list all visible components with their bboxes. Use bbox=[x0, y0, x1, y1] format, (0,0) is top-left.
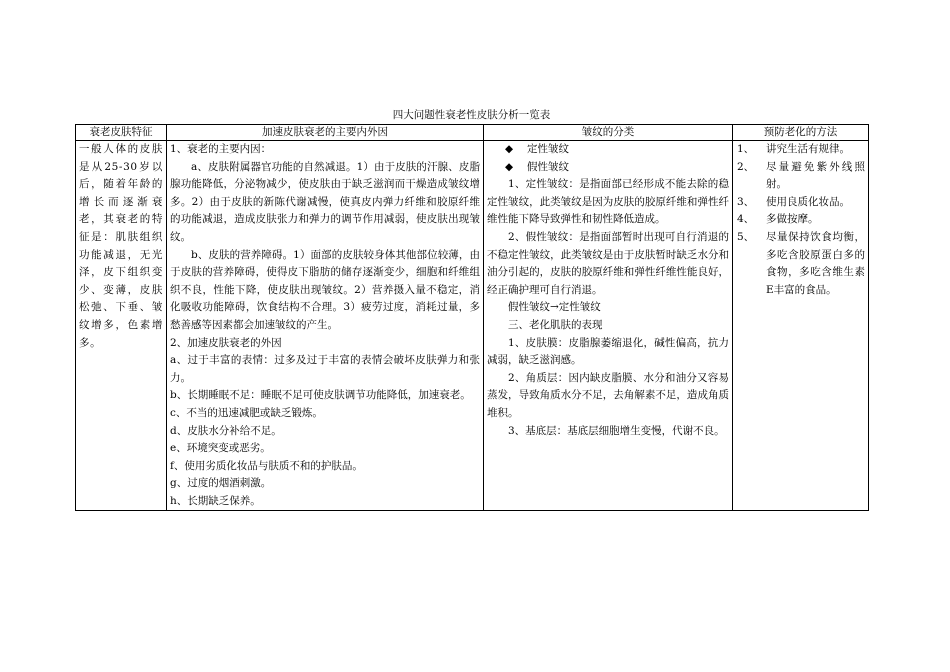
bullet-label: 假性皱纹 bbox=[527, 160, 569, 173]
fixed-wrinkle-desc: 1、定性皱纹：是指面部已经形成不能去除的稳定性皱纹，此类皱纹是因为皮肤的胶原纤维和弹性纤维性能下降导致弹性和韧性降低造成。 bbox=[487, 178, 729, 226]
prevention-item: 3、 使用良质化妆品。 bbox=[737, 195, 850, 208]
external-causes-title: 2、加速皮肤衰老的外因 bbox=[170, 336, 282, 349]
causes-cell bbox=[167, 141, 484, 511]
external-cause-item: a、过于丰富的表情：过多及过于丰富的表情会破坏皮肤弹力和张力。 bbox=[170, 354, 480, 384]
header-prevention: 预防老化的方法 bbox=[733, 125, 869, 141]
prevention-cell bbox=[733, 141, 869, 511]
bullet-label: 定性皱纹 bbox=[527, 143, 569, 155]
characteristics-cell bbox=[76, 141, 167, 511]
bullet-item bbox=[487, 159, 729, 177]
diamond-bullet-icon: ◆ bbox=[505, 160, 514, 173]
external-cause-item: c、不当的迅速减肥或缺乏锻炼。 bbox=[170, 406, 323, 419]
header-causes: 加速皮肤衰老的主要内外因 bbox=[167, 125, 484, 141]
wrinkle-types-cell bbox=[484, 141, 733, 511]
external-cause-item: b、长期睡眠不足：睡眠不足可使皮肤调节功能降低，加速衰老。 bbox=[170, 389, 471, 402]
aging-signs-title: 三、老化肌肤的表现 bbox=[508, 318, 603, 331]
external-cause-item: e、环境突变或恶劣。 bbox=[170, 442, 271, 455]
prevention-item: 5、 尽量保持饮食均衡，多吃含胶原蛋白多的食物，多吃含维生素E丰富的食品。 bbox=[737, 230, 865, 296]
content-row bbox=[76, 141, 869, 511]
external-cause-item: f、使用劣质化妆品与肤质不和的护肤品。 bbox=[170, 459, 363, 472]
internal-cause-b: b、皮肤的营养障碍。1）面部的皮肤较身体其他部位较薄，由于皮肤的营养障碍，使得皮下脂肪的储存逐渐变少，细胞和纤维组织不良，性能下降，使皮肤出现皱纹。2）营养摄入量不稳定，消化吸收功能障碍，饮食结构不合理。3）疲劳过度，消耗过量，多愁善感等因素都会加速皱纹的产生。 bbox=[170, 248, 480, 331]
wrinkle-transition: 假性皱纹→定性皱纹 bbox=[508, 301, 601, 314]
prevention-item: 2、 尽量避免紫外线照射。 bbox=[737, 160, 865, 191]
aging-sign-item: 3、基底层：基底层细胞增生变慢，代谢不良。 bbox=[508, 424, 725, 437]
internal-cause-a: a、皮肤附属器官功能的自然减退。1）由于皮肤的汗腺、皮脂腺功能降低，分泌物减少，使皮肤由于缺乏滋润而干燥造成皱纹增多。2）由于皮肤的新陈代谢减慢，使真皮内弹力纤维和胶原纤维的功能减退，造成皮肤张力和弹力的调节作用减弱，使皮肤出现皱纹。 bbox=[170, 160, 480, 243]
prevention-list bbox=[736, 141, 865, 299]
header-characteristics: 衰老皮肤特征 bbox=[76, 125, 167, 141]
aging-sign-item: 2、角质层：因内缺皮脂膜、水分和油分又容易蒸发，导致角质水分不足，去角解素不足，造成角质堆积。 bbox=[487, 371, 729, 419]
external-cause-item: g、过度的烟酒刺激。 bbox=[170, 477, 272, 490]
page-title: 四大问题性衰老性皮肤分析一览表 bbox=[392, 109, 551, 121]
bullet-item bbox=[487, 141, 729, 159]
characteristics-text: 一般人体的皮肤是从25-30岁以后，随着年龄的增长而逐渐衰老，其衰老的特征是：肌肤组织功能减退，无光泽，皮下组织变少、变薄，皮肤松弛、下垂、皱纹增多，色素增多。 bbox=[79, 143, 163, 349]
header-wrinkle-types: 皱纹的分类 bbox=[484, 125, 733, 141]
external-cause-item: d、皮肤水分补给不足。 bbox=[170, 424, 282, 437]
prevention-item: 1、 讲究生活有规律。 bbox=[737, 143, 850, 155]
aging-sign-item: 1、皮肤膜：皮脂腺萎缩退化，碱性偏高，抗力减弱，缺乏滋润感。 bbox=[487, 336, 729, 367]
external-cause-item: h、长期缺乏保养。 bbox=[170, 494, 261, 507]
diamond-bullet-icon: ◆ bbox=[505, 143, 514, 155]
skin-aging-table bbox=[75, 124, 869, 511]
pseudo-wrinkle-desc: 2、假性皱纹：是指面部暂时出现可自行消退的不稳定性皱纹，此类皱纹是由于皮肤暂时缺乏水分和油分引起的，皮肤的胶原纤维和弹性纤维性能良好，经正确护理可自行消退。 bbox=[487, 230, 729, 296]
internal-causes-title: 1、衰老的主要内因： bbox=[170, 143, 272, 155]
header-row bbox=[76, 125, 869, 141]
prevention-item: 4、 多做按摩。 bbox=[737, 213, 819, 226]
